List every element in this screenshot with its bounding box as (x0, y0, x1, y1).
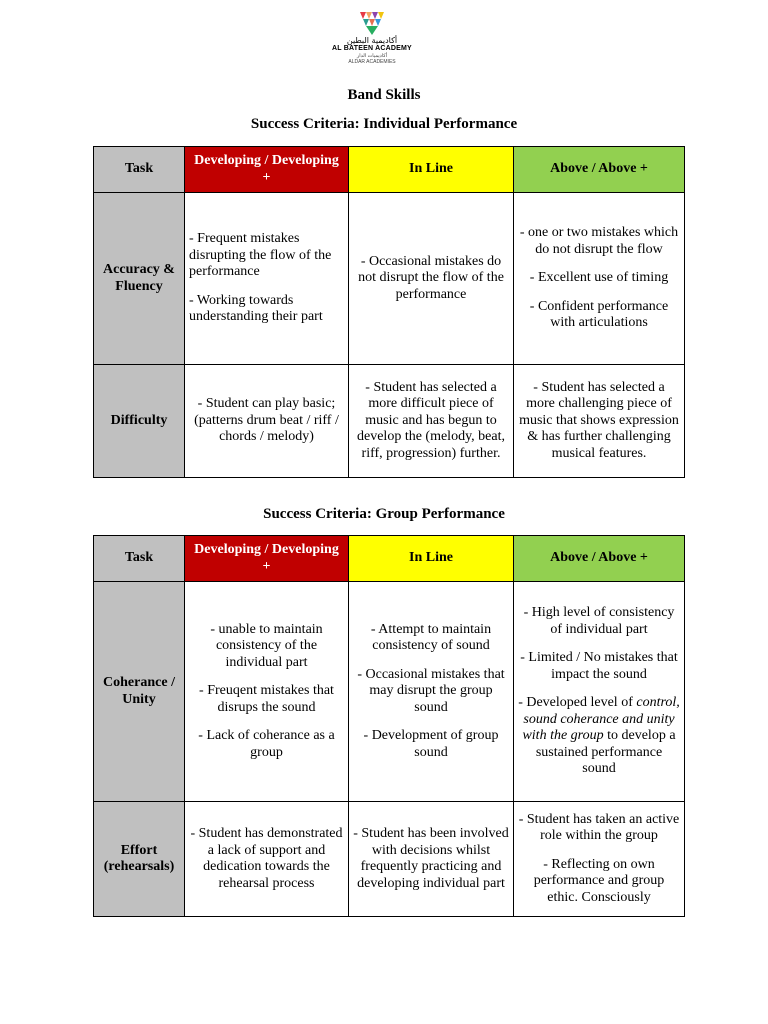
criteria-suffix: to develop a sustained performance sound (535, 728, 676, 777)
criteria-italic: control, sound coherance and unity with the group (522, 695, 680, 744)
criteria-item: - Limited / No mistakes that impact the sound (520, 650, 678, 682)
logo-arabic-text: أكاديمية البطين (346, 36, 398, 45)
above-cell (514, 802, 685, 917)
criteria-item: - Occasional mistakes that may disrupt the group sound (357, 666, 505, 715)
table-row (94, 802, 685, 917)
criteria-item: - Lack of coherance as a group (198, 728, 335, 760)
individual-heading: Success Criteria: Individual Performance (250, 116, 518, 132)
page-title: Band Skills (347, 87, 421, 103)
table-row (94, 365, 685, 478)
criteria-item: - Reflecting on own performance and group ethic. Consciously (533, 856, 665, 905)
criteria-item: - High level of consistency of individual part (523, 605, 675, 637)
header-task: Task (94, 536, 185, 582)
criteria-item: - Freuqent mistakes that disrups the sound (199, 683, 334, 715)
criteria-item: - Student has selected a more challenging piece of music that shows expression & has further challenging musical features. (519, 379, 679, 461)
above-cell (514, 193, 685, 365)
criteria-item: - Development of group sound (363, 728, 499, 760)
developing-cell (185, 802, 349, 917)
criteria-item: - Student can play basic; (patterns drum beat / riff / chords / melody) (194, 396, 339, 445)
header-above: Above / Above + (514, 536, 685, 582)
criteria-item: - Frequent mistakes disrupting the flow of the performance (189, 231, 332, 280)
table-header-row (94, 147, 685, 193)
developing-cell (185, 193, 349, 365)
header-developing: Developing / Developing + (185, 536, 349, 582)
individual-performance-table (93, 146, 685, 478)
header-above: Above / Above + (514, 147, 685, 193)
logo-english-text: AL BATEEN ACADEMY (332, 45, 412, 52)
table-header-row (94, 536, 685, 582)
criteria-item: - Student has selected a more difficult piece of music and has begun to develop the (melody, beat, riff, progression) further. (357, 379, 505, 461)
header-task: Task (94, 147, 185, 193)
header-in-line: In Line (349, 147, 514, 193)
criteria-item: - Student has taken an active role within the group (518, 811, 680, 844)
header-developing: Developing / Developing + (185, 147, 349, 193)
in-line-cell (349, 582, 514, 802)
table-row (94, 193, 685, 365)
criteria-item: - unable to maintain consistency of the individual part (210, 621, 323, 670)
task-cell: Effort (rehearsals) (94, 802, 185, 917)
criteria-prefix: - Developed level of (518, 695, 637, 711)
logo-sub-english: ALDAR ACADEMIES (348, 59, 396, 65)
above-cell (514, 365, 685, 478)
developing-cell (185, 582, 349, 802)
above-cell (514, 582, 685, 802)
criteria-item: - Student has been involved with decisions whilst frequently practicing and developing individual part (353, 826, 509, 891)
logo-mark-icon (359, 10, 385, 36)
developing-cell (185, 365, 349, 478)
criteria-item: - Confident performance with articulations (529, 298, 669, 331)
task-cell: Accuracy & Fluency (94, 193, 185, 365)
in-line-cell (349, 193, 514, 365)
criteria-item (518, 695, 680, 778)
criteria-item: - one or two mistakes which do not disrupt the flow (519, 225, 679, 257)
criteria-item: - Attempt to maintain consistency of sound (370, 621, 492, 654)
criteria-item: - Student has demonstrated a lack of support and dedication towards the rehearsal process (190, 826, 343, 891)
task-cell: Coherance / Unity (94, 582, 185, 802)
group-heading: Success Criteria: Group Performance (263, 506, 505, 522)
criteria-item: - Excellent use of timing (529, 270, 669, 286)
academy-logo (330, 10, 414, 65)
header-in-line: In Line (349, 536, 514, 582)
criteria-item: - Occasional mistakes do not disrupt the flow of the performance (358, 253, 504, 302)
group-performance-table (93, 535, 685, 917)
criteria-item: - Working towards understanding their part (189, 292, 323, 325)
logo-sub-arabic: أكاديميات الدار (356, 53, 388, 59)
in-line-cell (349, 365, 514, 478)
in-line-cell (349, 802, 514, 917)
task-cell: Difficulty (94, 365, 185, 478)
table-row (94, 582, 685, 802)
